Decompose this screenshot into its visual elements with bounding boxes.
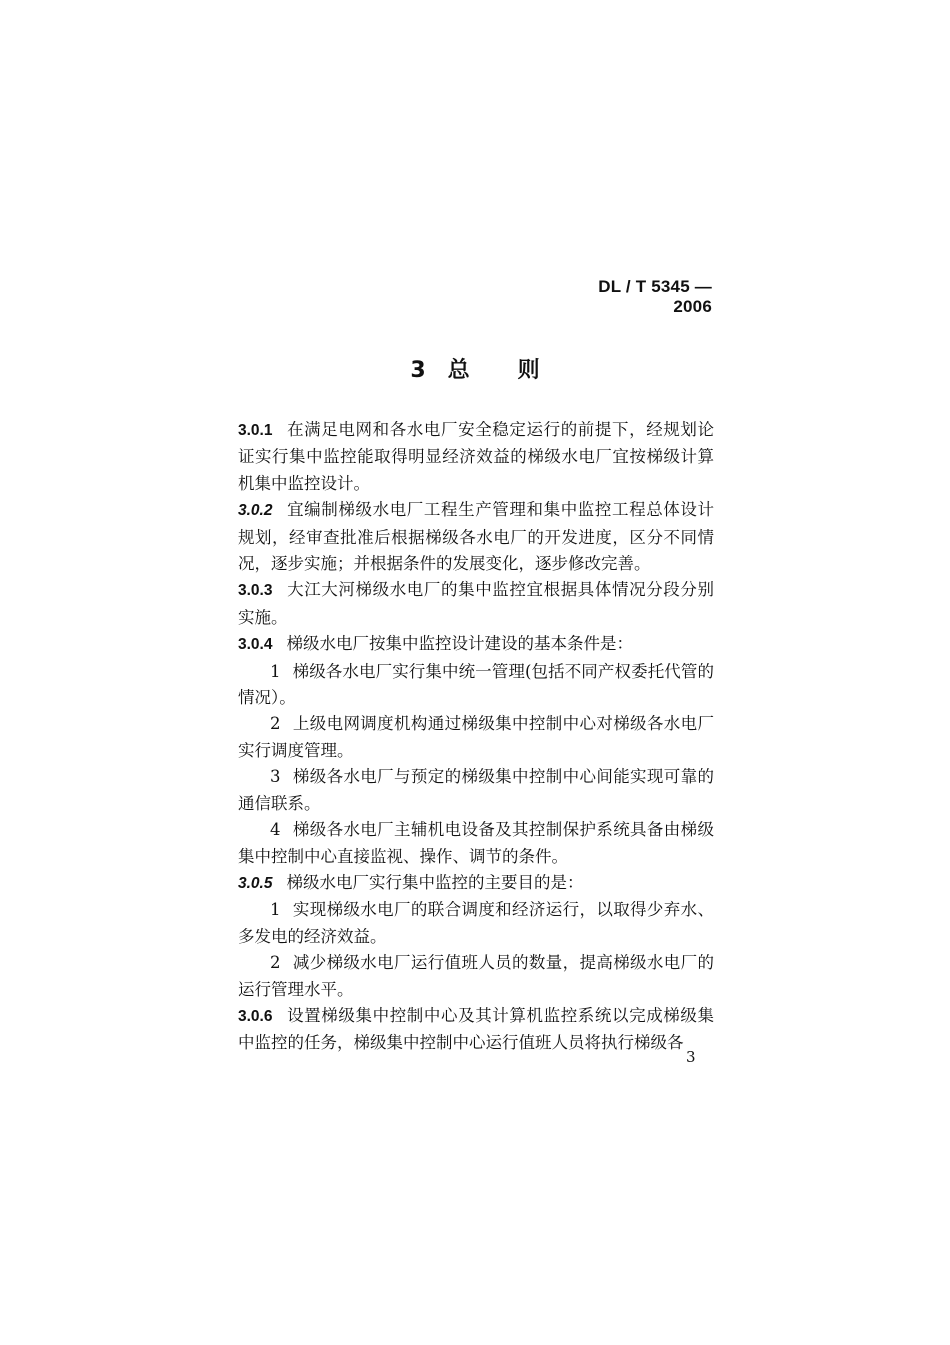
clause-3-0-5 [238,870,714,897]
clause-3-0-5-item-1 [238,897,714,950]
item-text: 梯级各水电厂实行集中统一管理(包括不同产权委托代管的情况）。 [238,661,714,708]
clause-3-0-4 [238,631,714,658]
clause-number: 3.0.6 [238,1007,273,1025]
item-text: 减少梯级水电厂运行值班人员的数量，提高梯级水电厂的运行管理水平。 [238,953,714,999]
page-number: 3 [686,1048,696,1066]
chapter-title-part1: 总 [447,358,470,383]
item-text: 实现梯级水电厂的联合调度和经济运行，以取得少弃水、多发电的经济效益。 [238,900,714,946]
standard-code: DL / T 5345 — 2006 [598,277,712,316]
item-number: 1 [270,900,281,920]
chapter-heading [0,353,950,384]
clause-3-0-4-item-3 [238,764,714,817]
clause-number: 3.0.1 [238,422,273,439]
document-body [238,417,714,1057]
clause-3-0-4-item-2 [238,711,714,764]
clause-text: 设置梯级集中控制中心及其计算机监控系统以完成梯级集中监控的任务，梯级集中控制中心运行值班人员将执行梯级各 [238,1005,714,1053]
item-number: 2 [270,953,281,973]
item-number: 4 [270,820,281,840]
chapter-number: 3 [410,358,426,383]
item-number: 2 [270,714,281,734]
item-text: 上级电网调度机构通过梯级集中控制中心对梯级各水电厂实行调度管理。 [238,714,714,760]
clause-3-0-2 [238,497,714,577]
clause-text: 梯级水电厂按集中监控设计建设的基本条件是： [286,634,633,654]
clause-text: 宜编制梯级水电厂工程生产管理和集中监控工程总体设计规划，经审查批准后根据梯级各水电厂的开发进度，区分不同情况，逐步实施；并根据条件的发展变化，逐步修改完善。 [238,500,714,574]
clause-number: 3.0.5 [238,874,273,892]
clause-text: 梯级水电厂实行集中监控的主要目的是： [286,872,584,892]
clause-number: 3.0.4 [238,636,273,654]
clause-number: 3.0.2 [238,502,273,520]
clause-number: 3.0.3 [238,582,273,600]
item-number: 3 [270,767,281,787]
clause-text: 大江大河梯级水电厂的集中监控宜根据具体情况分段分别实施。 [238,580,714,627]
clause-3-0-5-item-2 [238,950,714,1003]
item-text: 梯级各水电厂主辅机电设备及其控制保护系统具备由梯级集中控制中心直接监视、操作、调节的条件。 [238,820,714,866]
clause-3-0-4-item-1 [238,659,714,712]
clause-3-0-1 [238,417,714,497]
clause-3-0-3 [238,577,714,631]
item-text: 梯级各水电厂与预定的梯级集中控制中心间能实现可靠的通信联系。 [238,767,714,813]
item-number: 1 [270,661,281,681]
clause-text: 在满足电网和各水电厂安全稳定运行的前提下，经规划论证实行集中监控能取得明显经济效益的梯级水电厂宜按梯级计算机集中监控设计。 [238,420,714,493]
clause-3-0-6 [238,1003,714,1057]
clause-3-0-4-item-4 [238,817,714,870]
chapter-title-part2: 则 [517,358,540,383]
